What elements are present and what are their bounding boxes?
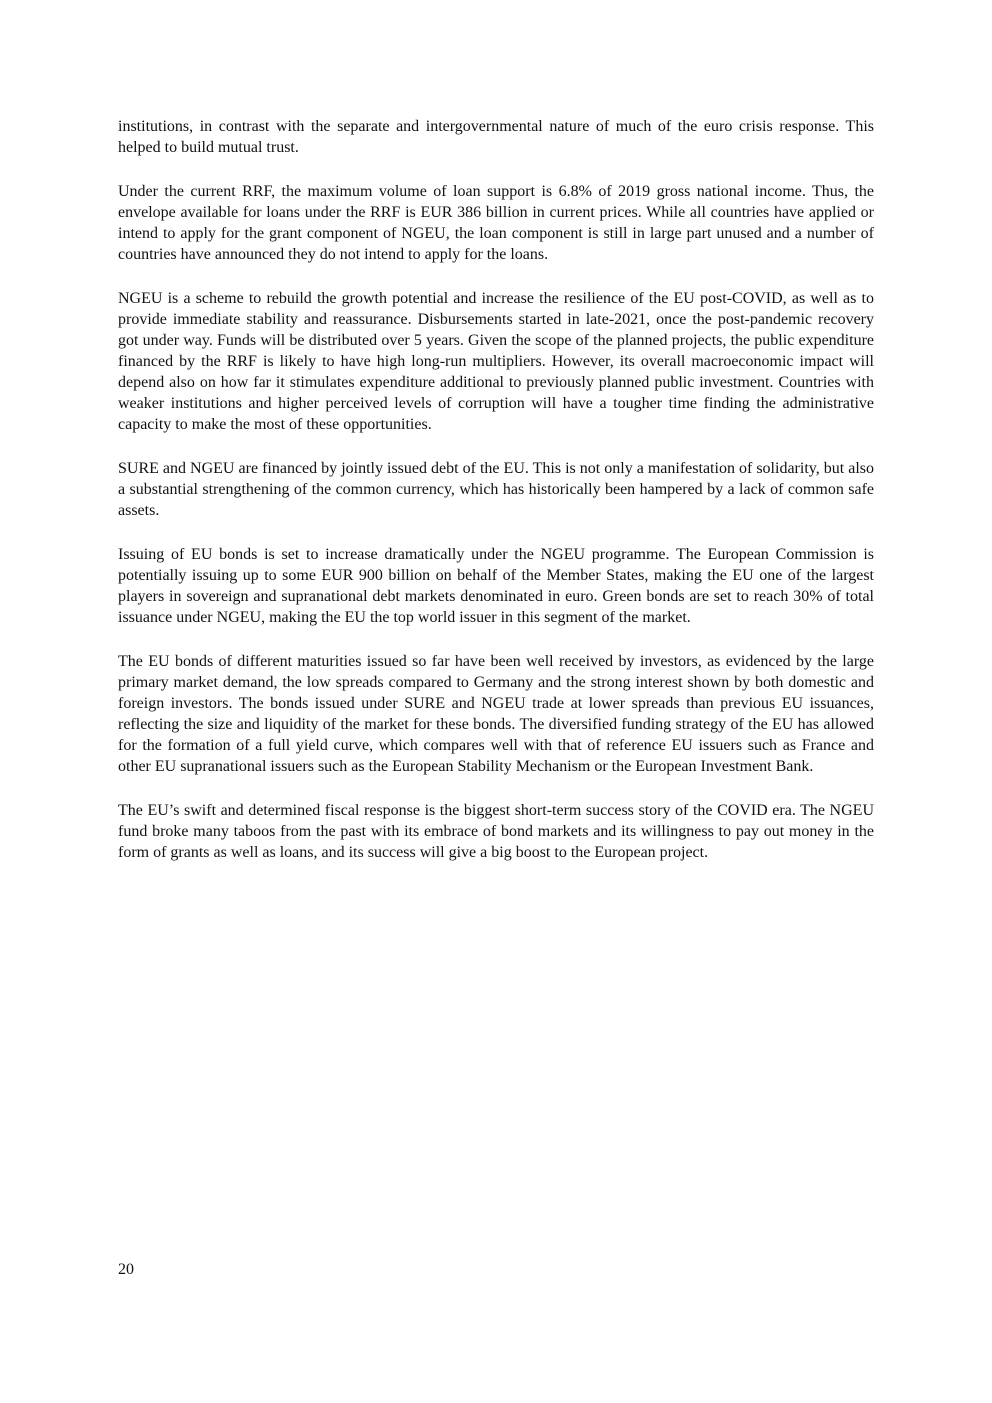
paragraph-3: NGEU is a scheme to rebuild the growth potential and increase the resilience of the EU post-COVID, as well as to provide immediate stability and reassurance. Disbursements started in late-2021, once the post-pandemic recovery got under way. Funds will be distributed over 5 years. Given the scope of the planned projects, the public expenditure financed by the RRF is likely to have high long-run multipliers. However, its overall macroeconomic impact will depend also on how far it stimulates expenditure additional to previously planned public investment. Countries with weaker institutions and higher perceived levels of corruption will have a tougher time finding the administrative capacity to make the most of these opportunities.: [118, 290, 874, 433]
paragraph-6: The EU bonds of different maturities issued so far have been well received by investors, as evidenced by the large primary market demand, the low spreads compared to Germany and the strong interest shown by both domestic and foreign investors. The bonds issued under SURE and NGEU trade at lower spreads than previous EU issuances, reflecting the size and liquidity of the market for these bonds. The diversified funding strategy of the EU has allowed for the formation of a full yield curve, which compares well with that of reference EU issuers such as France and other EU supranational issuers such as the European Stability Mechanism or the European Investment Bank.: [118, 653, 874, 775]
paragraph-2: Under the current RRF, the maximum volume of loan support is 6.8% of 2019 gross national income. Thus, the envelope available for loans under the RRF is EUR 386 billion in current prices. While all countries have applied or intend to apply for the grant component of NGEU, the loan component is still in large part unused and a number of countries have announced they do not intend to apply for the loans.: [118, 183, 874, 263]
paragraph-7: The EU’s swift and determined fiscal response is the biggest short-term success story of the COVID era. The NGEU fund broke many taboos from the past with its embrace of bond markets and its willingness to pay out money in the form of grants as well as loans, and its success will give a big boost to the European project.: [118, 802, 874, 861]
paragraph-4: SURE and NGEU are financed by jointly issued debt of the EU. This is not only a manifestation of solidarity, but also a substantial strengthening of the common currency, which has historically been hampered by a lack of common safe assets.: [118, 460, 874, 519]
page-number: 20: [118, 1261, 134, 1278]
paragraph-5: Issuing of EU bonds is set to increase dramatically under the NGEU programme. The European Commission is potentially issuing up to some EUR 900 billion on behalf of the Member States, making the EU one of the largest players in sovereign and supranational debt markets denominated in euro. Green bonds are set to reach 30% of total issuance under NGEU, making the EU the top world issuer in this segment of the market.: [118, 546, 874, 626]
body-text: [118, 116, 874, 886]
paragraph-1: institutions, in contrast with the separate and intergovernmental nature of much of the euro crisis response. This helped to build mutual trust.: [118, 118, 874, 156]
